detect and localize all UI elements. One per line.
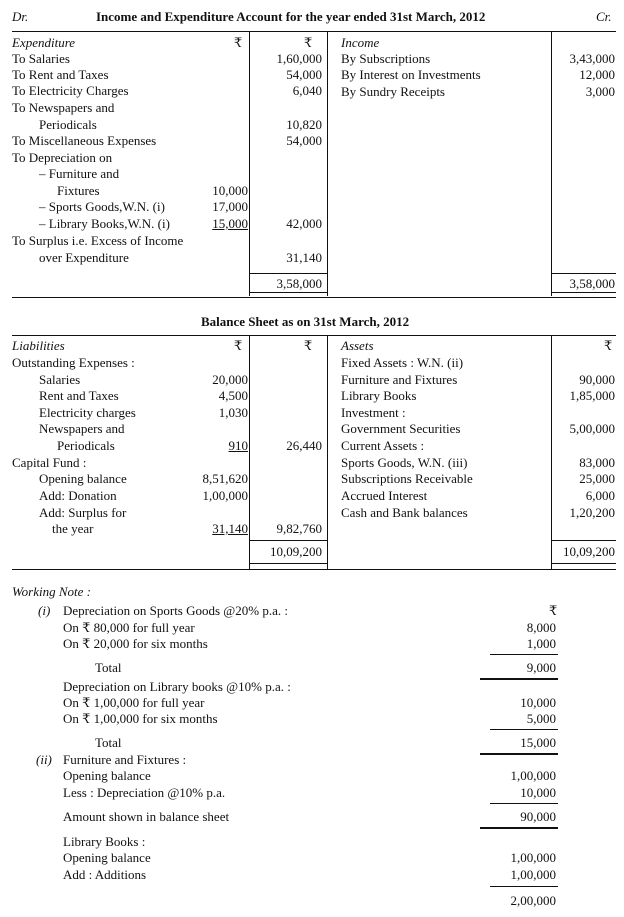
ie-left-label: To Surplus i.e. Excess of Income: [12, 233, 184, 248]
bs-left-sub: 910: [228, 438, 248, 453]
ie-total-left: 3,58,000: [276, 276, 322, 291]
ie-left-amt: 10,820: [286, 117, 322, 132]
rupee-symbol: ₹: [234, 338, 243, 353]
ie-left-amt: 42,000: [286, 216, 322, 231]
bs-left-label: Opening balance: [39, 471, 127, 486]
bs-left-sub: 8,51,620: [202, 471, 248, 486]
rupee-symbol: ₹: [304, 338, 313, 353]
wn-item-number: (i): [38, 603, 51, 618]
wn-label: On ₹ 80,000 for full year: [63, 620, 195, 635]
bs-right-amt: 1,20,200: [569, 505, 615, 520]
bs-left-amt: 9,82,760: [276, 521, 322, 536]
ie-left-label: – Furniture and: [39, 166, 120, 181]
ie-left-amt: 31,140: [286, 250, 322, 265]
liabilities-heading: Liabilities: [12, 338, 65, 353]
bs-right-amt: 25,000: [579, 471, 615, 486]
bs-right-label: Current Assets :: [341, 438, 425, 453]
bs-total-left: 10,09,200: [270, 544, 322, 559]
ie-left-amt: 54,000: [286, 67, 322, 82]
wn-label: Less : Depreciation @10% p.a.: [63, 785, 226, 800]
bs-left-sub: 31,140: [212, 521, 248, 536]
wn-label: Opening balance: [63, 768, 151, 783]
bs-left-sub: 1,030: [218, 405, 248, 420]
wn-heading: Depreciation on Sports Goods @20% p.a. :: [63, 603, 288, 618]
bs-title: Balance Sheet as on 31st March, 2012: [201, 314, 410, 329]
wn-label: On ₹ 1,00,000 for six months: [63, 711, 218, 726]
ie-left-label: Fixtures: [57, 183, 100, 198]
bs-left-label: Capital Fund :: [12, 455, 87, 470]
ie-left-amt: 1,60,000: [276, 51, 322, 66]
wn-label: Amount shown in balance sheet: [63, 809, 230, 824]
bs-right-label: Library Books: [341, 388, 417, 403]
bs-left-label: Add: Surplus for: [39, 505, 127, 520]
ie-right-label: By Interest on Investments: [341, 67, 481, 82]
ie-right-amt: 3,000: [585, 84, 615, 99]
rupee-symbol: ₹: [304, 35, 313, 50]
bs-right-amt: 83,000: [579, 455, 615, 470]
bs-right-label: Government Securities: [341, 421, 461, 436]
ie-right-amt: 12,000: [579, 67, 615, 82]
wn-amount: 10,000: [520, 785, 556, 800]
wn-total: 15,000: [520, 735, 556, 750]
ie-left-sub: 17,000: [212, 199, 248, 214]
bs-right-label: Investment :: [341, 405, 406, 420]
wn-total-label: Total: [95, 660, 122, 675]
bs-left-sub: 20,000: [212, 372, 248, 387]
ie-right-label: By Sundry Receipts: [341, 84, 445, 99]
ie-left-label: To Rent and Taxes: [12, 67, 109, 82]
wn-heading: Furniture and Fixtures :: [63, 752, 187, 767]
rupee-symbol: ₹: [549, 603, 558, 618]
bs-total-right: 10,09,200: [563, 544, 615, 559]
bs-right-amt: 6,000: [585, 488, 615, 503]
bs-left-label: Salaries: [39, 372, 81, 387]
wn-item-number: (ii): [36, 752, 52, 767]
bs-left-label: Periodicals: [57, 438, 115, 453]
wn-amount: 1,000: [526, 636, 556, 651]
wn-label: Add : Additions: [63, 867, 147, 882]
wn-label: On ₹ 1,00,000 for full year: [63, 695, 205, 710]
bs-left-label: the year: [52, 521, 94, 536]
wn-amount: 10,000: [520, 695, 556, 710]
wn-amount: 1,00,000: [510, 850, 556, 865]
wn-heading: Depreciation on Library books @10% p.a. :: [63, 679, 291, 694]
ie-left-sub: 15,000: [212, 216, 248, 231]
bs-right-amt: 90,000: [579, 372, 615, 387]
bs-right-label: Accrued Interest: [341, 488, 428, 503]
assets-heading: Assets: [341, 338, 374, 353]
bs-right-label: Sports Goods, W.N. (iii): [341, 455, 468, 470]
cr-label: Cr.: [596, 9, 612, 24]
ie-left-label: To Miscellaneous Expenses: [12, 133, 157, 148]
working-note-title: Working Note :: [12, 584, 91, 599]
ie-left-label: over Expenditure: [39, 250, 129, 265]
ie-left-label: Periodicals: [39, 117, 97, 132]
bs-right-amt: 5,00,000: [569, 421, 615, 436]
wn-label: Opening balance: [63, 850, 151, 865]
wn-amount: 5,000: [526, 711, 556, 726]
bs-left-label: Electricity charges: [39, 405, 136, 420]
ie-left-sub: 10,000: [212, 183, 248, 198]
bs-left-label: Rent and Taxes: [39, 388, 119, 403]
ie-left-amt: 54,000: [286, 133, 322, 148]
bs-right-label: Fixed Assets : W.N. (ii): [341, 355, 464, 370]
ie-left-label: To Salaries: [12, 51, 70, 66]
wn-total-label: Total: [95, 735, 122, 750]
rupee-symbol: ₹: [234, 35, 243, 50]
ie-left-label: – Sports Goods,W.N. (i): [39, 199, 165, 214]
bs-right-amt: 1,85,000: [569, 388, 615, 403]
bs-right-label: Furniture and Fixtures: [341, 372, 458, 387]
wn-heading: Library Books :: [63, 834, 146, 849]
ie-right-label: By Subscriptions: [341, 51, 431, 66]
wn-total: 2,00,000: [510, 893, 556, 908]
bs-right-label: Subscriptions Receivable: [341, 471, 473, 486]
bs-left-amt: 26,440: [286, 438, 322, 453]
ie-left-label: To Newspapers and: [12, 100, 115, 115]
ie-title: Income and Expenditure Account for the year ended 31st March, 2012: [96, 9, 486, 24]
ie-left-label: – Library Books,W.N. (i): [39, 216, 170, 231]
wn-amount: 1,00,000: [510, 768, 556, 783]
dr-label: Dr.: [12, 9, 29, 24]
ie-left-label: To Depreciation on: [12, 150, 113, 165]
rupee-symbol: ₹: [604, 338, 613, 353]
wn-total: 9,000: [526, 660, 556, 675]
ie-left-label: To Electricity Charges: [12, 83, 129, 98]
expenditure-heading: Expenditure: [12, 35, 76, 50]
wn-total: 90,000: [520, 809, 556, 824]
ie-total-right: 3,58,000: [569, 276, 615, 291]
bs-left-label: Outstanding Expenses :: [12, 355, 135, 370]
bs-left-sub: 4,500: [218, 388, 248, 403]
bs-right-label: Cash and Bank balances: [341, 505, 468, 520]
wn-amount: 8,000: [526, 620, 556, 635]
bs-left-label: Add: Donation: [39, 488, 117, 503]
bs-left-sub: 1,00,000: [202, 488, 248, 503]
income-heading: Income: [341, 35, 380, 50]
wn-amount: 1,00,000: [510, 867, 556, 882]
bs-left-label: Newspapers and: [39, 421, 125, 436]
wn-label: On ₹ 20,000 for six months: [63, 636, 208, 651]
ie-right-amt: 3,43,000: [569, 51, 615, 66]
ie-left-amt: 6,040: [292, 83, 322, 98]
